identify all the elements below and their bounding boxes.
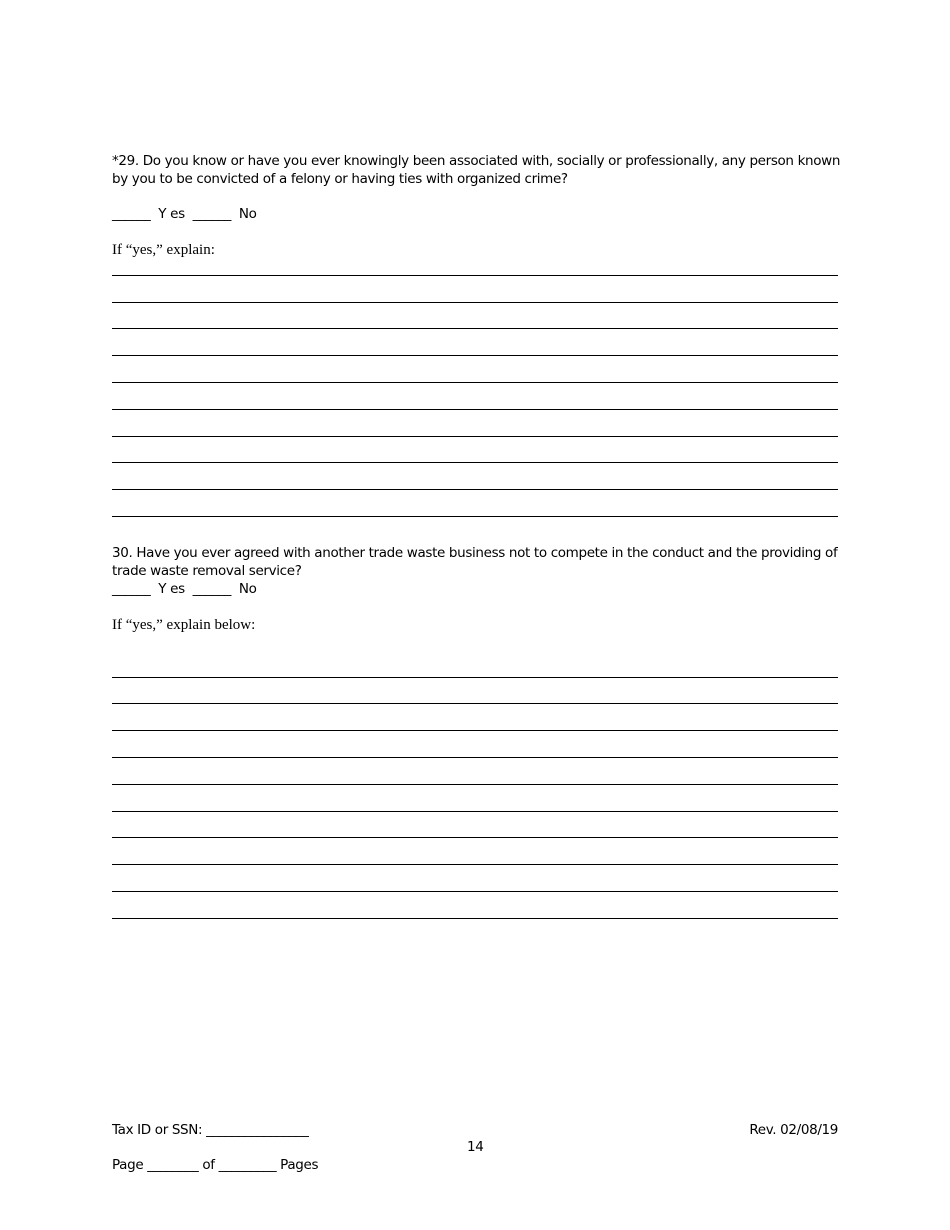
answer-line[interactable] xyxy=(112,864,838,865)
answer-line[interactable] xyxy=(112,703,838,704)
answer-line[interactable] xyxy=(112,516,838,517)
answer-line[interactable] xyxy=(112,489,838,490)
question-29-text: *29. Do you know or have you ever knowingly been associated with, socially or professionally, any person known by you to be convicted of a felony or having ties with organized crime? xyxy=(112,153,841,187)
question-30-text: 30. Have you ever agreed with another trade waste business not to compete in the conduct and the providing of trade waste removal service? xyxy=(112,545,838,579)
footer-revision: Rev. 02/08/19 xyxy=(749,1122,838,1138)
footer-tax-id-field[interactable]: Tax ID or SSN: ________________ xyxy=(112,1122,309,1138)
answer-line[interactable] xyxy=(112,811,838,812)
answer-line[interactable] xyxy=(112,730,838,731)
answer-line[interactable] xyxy=(112,462,838,463)
answer-line[interactable] xyxy=(112,784,838,785)
answer-line[interactable] xyxy=(112,328,838,329)
answer-line[interactable] xyxy=(112,837,838,838)
question-30-yes-no[interactable]: ______ Y es ______ No xyxy=(112,581,257,597)
answer-line[interactable] xyxy=(112,302,838,303)
question-29-explain-label: If “yes,” explain: xyxy=(112,242,215,258)
answer-line[interactable] xyxy=(112,918,838,919)
answer-line[interactable] xyxy=(112,757,838,758)
answer-line[interactable] xyxy=(112,382,838,383)
answer-line[interactable] xyxy=(112,891,838,892)
question-30-explain-label: If “yes,” explain below: xyxy=(112,617,256,633)
footer-page-number: 14 xyxy=(467,1139,484,1155)
answer-line[interactable] xyxy=(112,436,838,437)
answer-line[interactable] xyxy=(112,677,838,678)
answer-line[interactable] xyxy=(112,355,838,356)
answer-line[interactable] xyxy=(112,275,838,276)
question-29-yes-no[interactable]: ______ Y es ______ No xyxy=(112,206,257,222)
footer-page-of-field[interactable]: Page ________ of _________ Pages xyxy=(112,1157,319,1173)
answer-line[interactable] xyxy=(112,409,838,410)
